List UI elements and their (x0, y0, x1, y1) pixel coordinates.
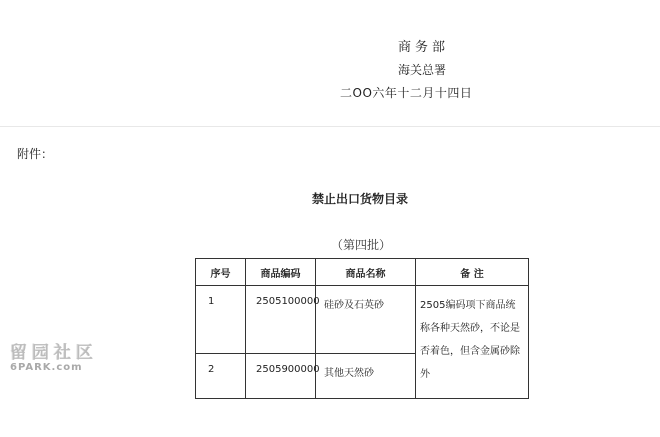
header-remarks: 备 注 (416, 259, 529, 286)
row-remarks: 2505编码项下商品统称各种天然砂，不论是否着色，但含金属砂除外 (416, 286, 529, 399)
row-commodity-code: 2505100000 (246, 286, 316, 354)
row-serial-number: 1 (196, 286, 246, 354)
table-row (196, 286, 529, 354)
row-serial-number: 2 (196, 354, 246, 399)
signatory-customs-administration: 海关总署 (398, 63, 447, 77)
attachment-label: 附件： (17, 147, 54, 161)
header-serial-number: 序号 (196, 259, 246, 286)
catalog-table (195, 258, 529, 399)
row-commodity-code: 2505900000 (246, 354, 316, 399)
section-divider (0, 126, 660, 127)
signatory-ministry-of-commerce: 商务部 (398, 40, 450, 55)
catalog-batch: （第四批） (331, 238, 392, 252)
table-header-row (196, 259, 529, 286)
watermark-logo (10, 338, 98, 373)
watermark-site-text: 6PARK.com (10, 362, 83, 373)
header-commodity-name: 商品名称 (316, 259, 416, 286)
row-commodity-name: 硅砂及石英砂 (316, 286, 416, 354)
row-commodity-name: 其他天然砂 (316, 354, 416, 399)
document-date: 二OO六年十二月十四日 (340, 86, 473, 100)
catalog-title: 禁止出口货物目录 (312, 192, 409, 206)
header-commodity-code: 商品编码 (246, 259, 316, 286)
watermark-chinese-text: 留园社区 (10, 343, 98, 363)
